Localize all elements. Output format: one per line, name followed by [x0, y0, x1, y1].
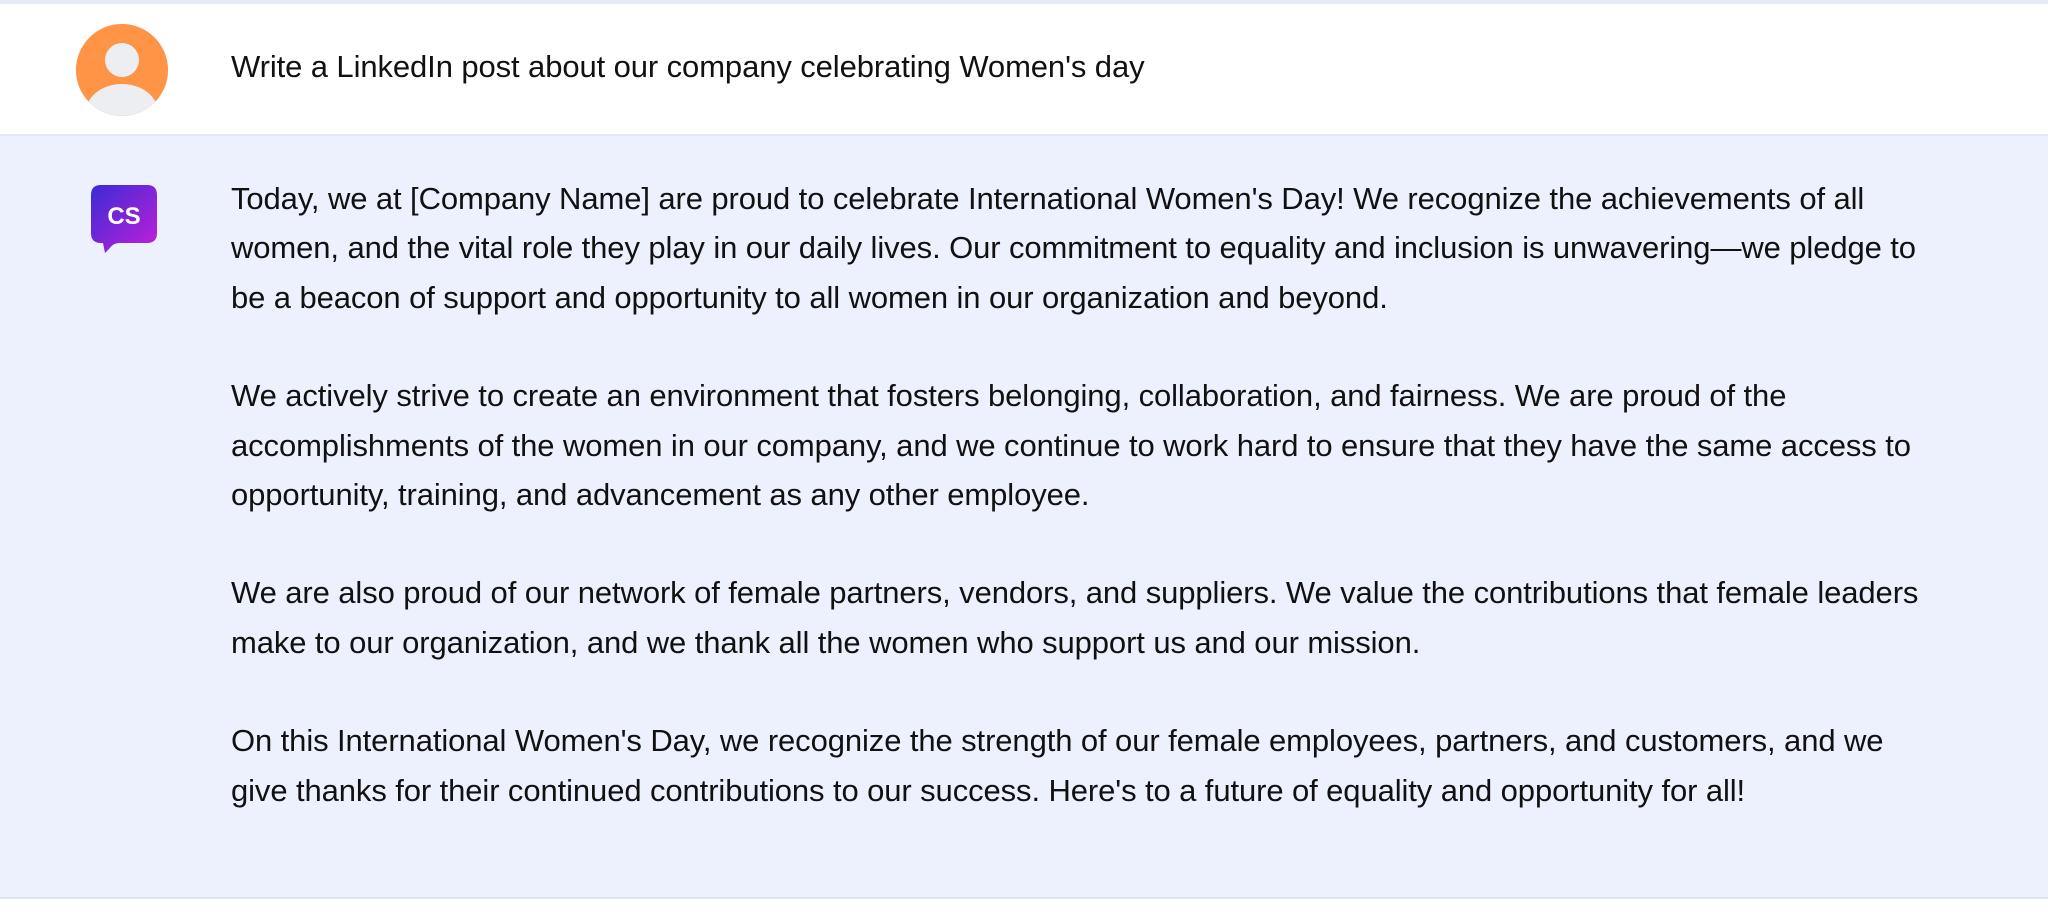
assistant-paragraph: We actively strive to create an environment that fosters belonging, collaboration, and fairness. We are proud of the accomplishments of the women in our company, and we continue to work hard to ensure that they have the same access to opportunity, training, and advancement as any other employee. [231, 378, 1911, 513]
assistant-paragraph: On this International Women's Day, we recognize the strength of our female employees, partners, and customers, and we give thanks for their continued contributions to our success. Here's to a future of equality and opportunity for all! [231, 723, 1884, 808]
assistant-message-body [231, 174, 1931, 815]
user-avatar [76, 24, 168, 116]
assistant-message-row [0, 136, 2048, 899]
assistant-paragraph: Today, we at [Company Name] are proud to celebrate International Women's Day! We recognize the achievements of all women, and the vital role they play in our daily lives. Our commitment to equality and inclusion is unwavering—we pledge to be a beacon of support and opportunity to all women in our organization and beyond. [231, 181, 1916, 315]
user-message-row [0, 4, 2048, 136]
assistant-avatar [89, 183, 159, 253]
assistant-avatar-label: CS [107, 203, 141, 230]
copysmith-logo-icon [89, 183, 159, 253]
user-silhouette-icon [76, 24, 168, 116]
assistant-paragraph: We are also proud of our network of female partners, vendors, and suppliers. We value the contributions that female leaders make to our organization, and we thank all the women who support us and our mission. [231, 575, 1919, 660]
user-message-text: Write a LinkedIn post about our company celebrating Women's day [231, 49, 1145, 84]
